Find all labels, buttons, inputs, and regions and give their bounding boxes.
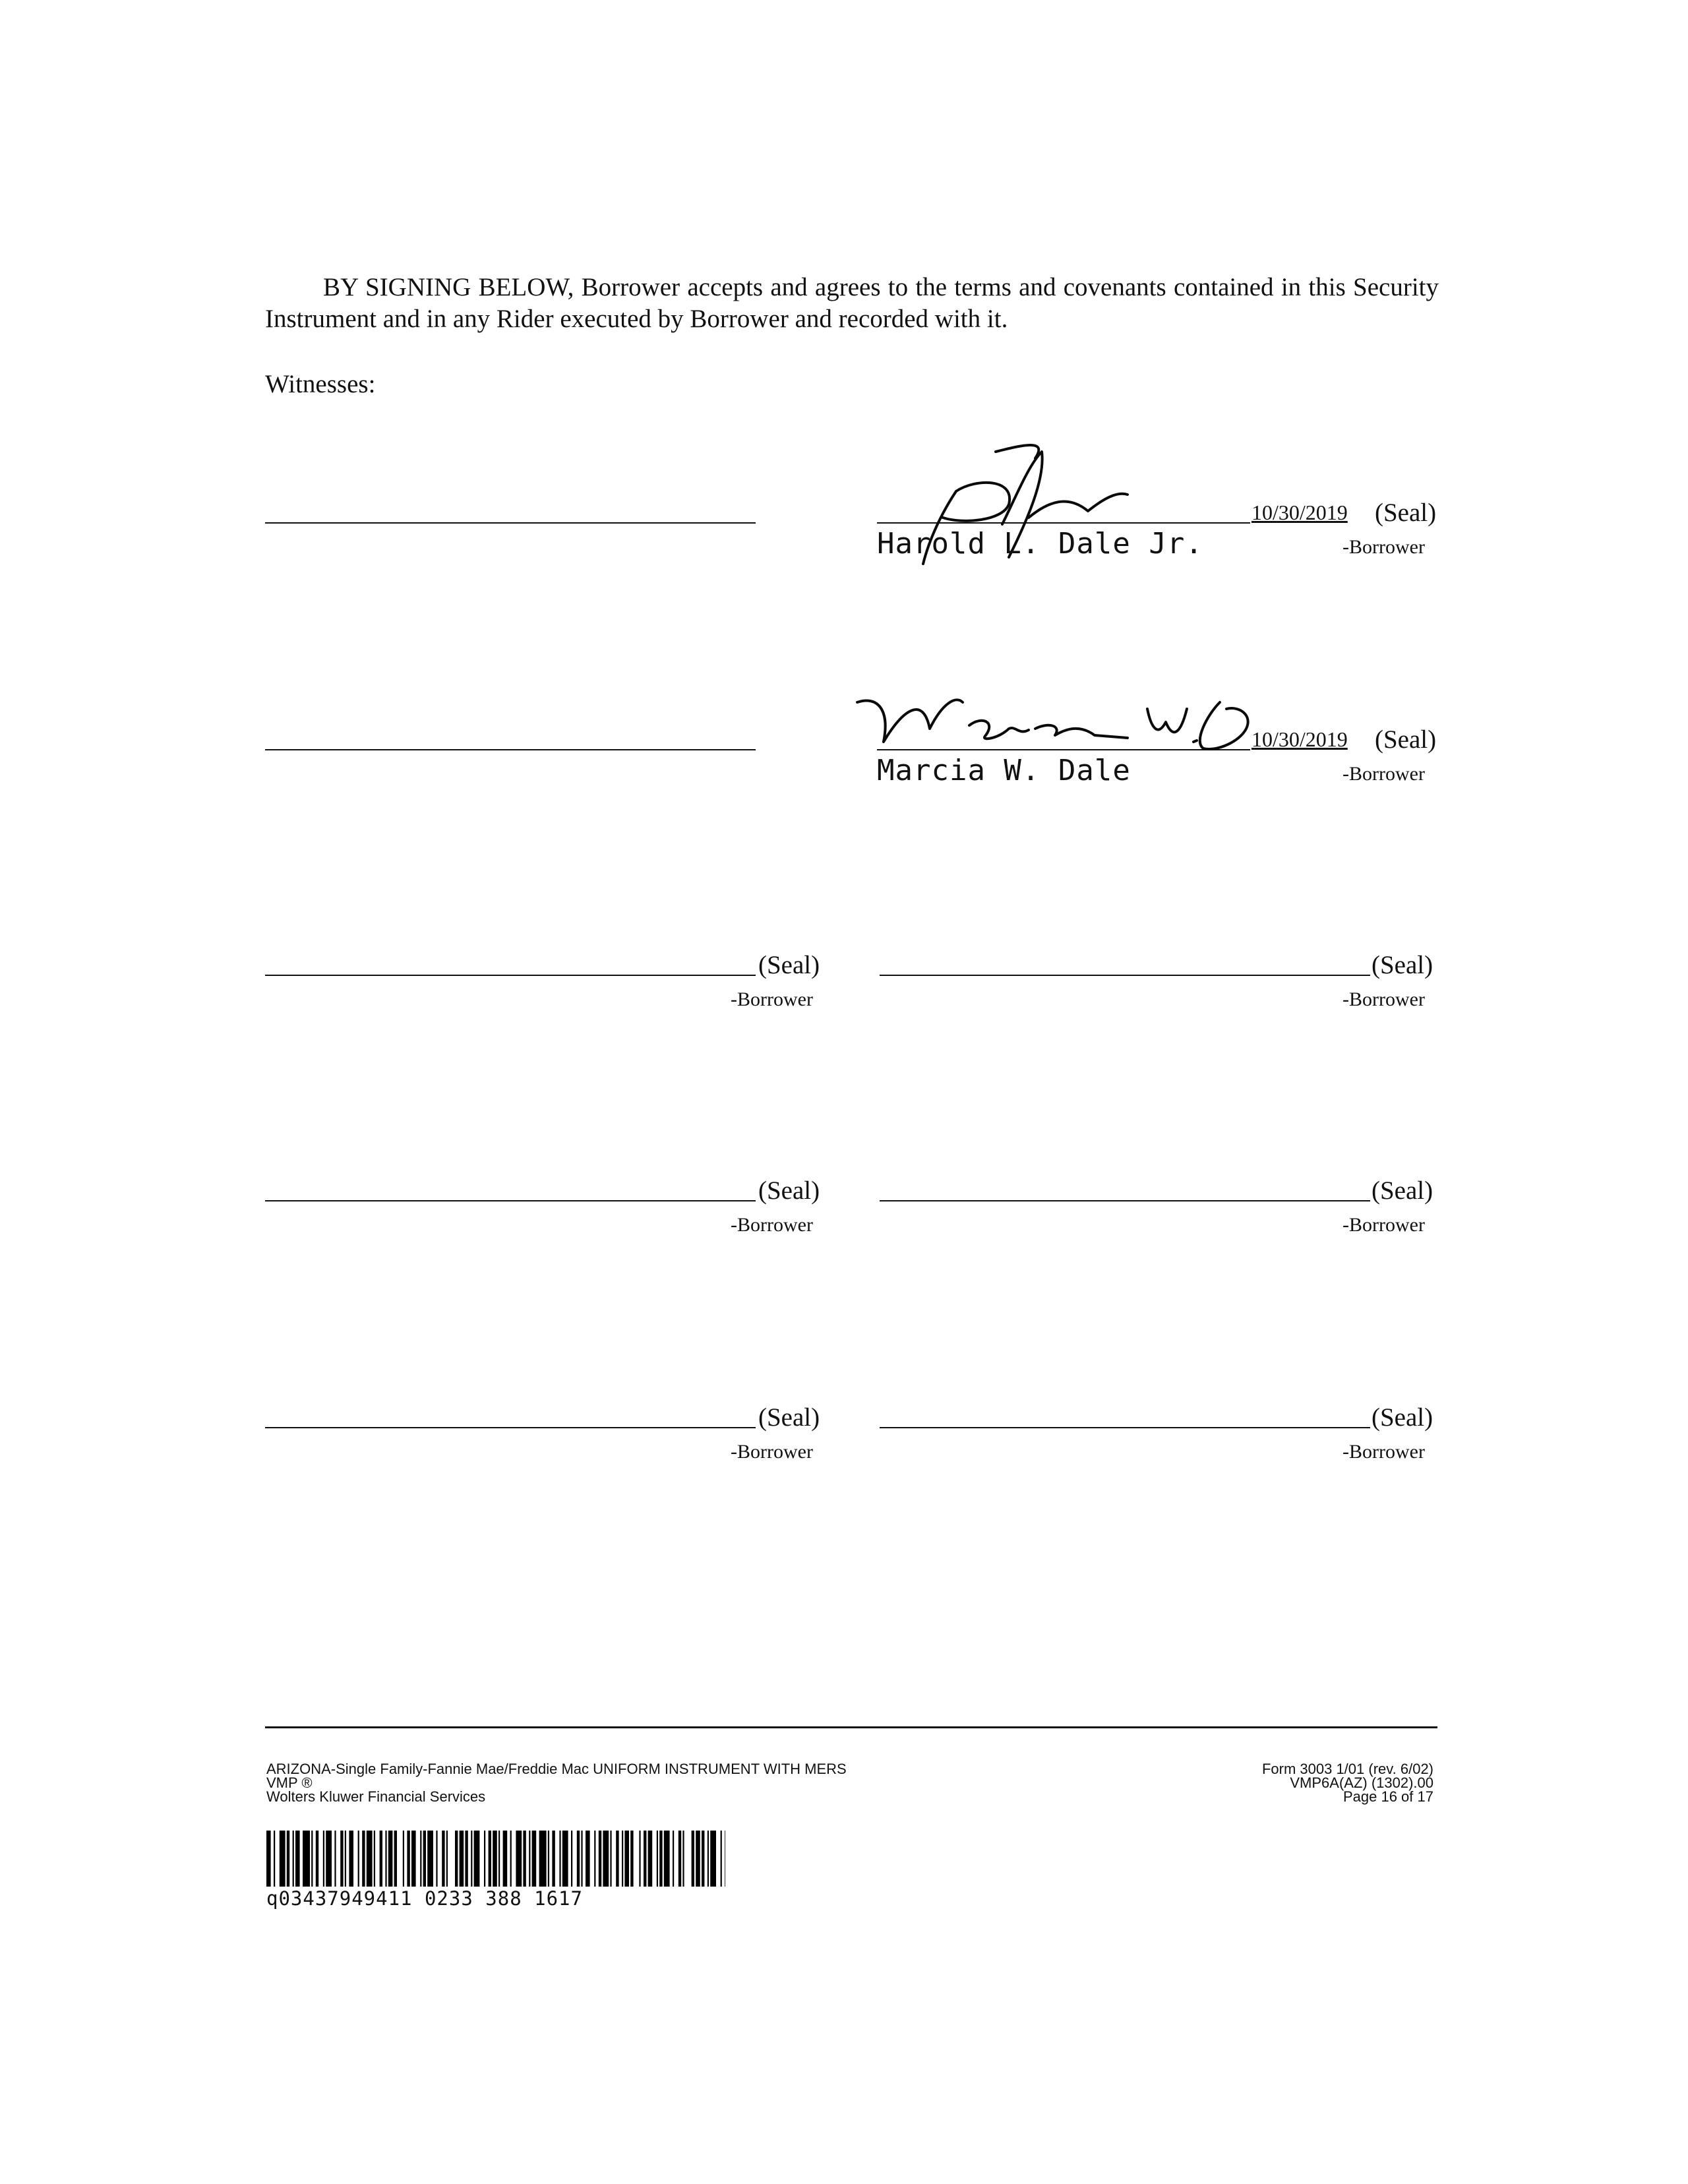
barcode-number: q03437949411 0233 388 1617 (266, 1887, 583, 1910)
borrower-label-blank-1: -Borrower (731, 988, 813, 1010)
borrower-label-blank-6: -Borrower (1342, 1441, 1425, 1463)
seal-label-blank-4: (Seal) (1372, 1176, 1433, 1205)
borrower-label-harold: -Borrower (1342, 536, 1425, 558)
borrower-label-blank-2: -Borrower (1342, 988, 1425, 1010)
borrower-label-blank-4: -Borrower (1342, 1214, 1425, 1236)
typed-name-marcia: Marcia W. Dale (877, 754, 1131, 787)
witnesses-label: Witnesses: (265, 370, 376, 398)
signature-marcia (851, 689, 1259, 762)
blank-signature-line-3[interactable] (265, 1200, 756, 1201)
blank-signature-line-4[interactable] (880, 1200, 1370, 1201)
borrower-label-blank-5: -Borrower (731, 1441, 813, 1463)
seal-label-blank-2: (Seal) (1372, 951, 1433, 979)
witness-line-2[interactable] (265, 749, 756, 750)
date-marcia: 10/30/2019 (1251, 727, 1348, 751)
footer-form-code: VMP6A(AZ) (1302).00 (1290, 1774, 1433, 1791)
footer-vmp-label: VMP ® (266, 1774, 313, 1791)
witness-line-1[interactable] (265, 522, 756, 524)
footer-form-title: ARIZONA-Single Family-Fannie Mae/Freddie Mac UNIFORM INSTRUMENT WITH MERS (266, 1761, 847, 1777)
blank-signature-line-5[interactable] (265, 1427, 756, 1428)
blank-signature-line-1[interactable] (265, 975, 756, 976)
footer-divider (265, 1726, 1437, 1728)
footer-publisher: Wolters Kluwer Financial Services (266, 1788, 486, 1805)
seal-label-blank-1: (Seal) (758, 951, 820, 979)
barcode (266, 1831, 725, 1887)
blank-signature-line-2[interactable] (880, 975, 1370, 976)
seal-label-marcia: (Seal) (1375, 725, 1437, 754)
seal-label-blank-3: (Seal) (758, 1176, 820, 1205)
borrower-label-blank-3: -Borrower (731, 1214, 813, 1236)
footer-page-number: Page 16 of 17 (1342, 1788, 1433, 1805)
intro-paragraph: BY SIGNING BELOW, Borrower accepts and agrees to the terms and covenants contained in this Security Instrument and in any Rider executed by Borrower and recorded with it. (265, 273, 1439, 333)
blank-signature-line-6[interactable] (880, 1427, 1370, 1428)
footer-form-number: Form 3003 1/01 (rev. 6/02) (1261, 1761, 1433, 1777)
typed-name-harold: Harold L. Dale Jr. (877, 527, 1203, 561)
seal-label-blank-5: (Seal) (758, 1403, 820, 1432)
seal-label-harold: (Seal) (1375, 499, 1437, 527)
seal-label-blank-6: (Seal) (1372, 1403, 1433, 1432)
date-harold: 10/30/2019 (1251, 501, 1348, 524)
borrower-label-marcia: -Borrower (1342, 763, 1425, 785)
